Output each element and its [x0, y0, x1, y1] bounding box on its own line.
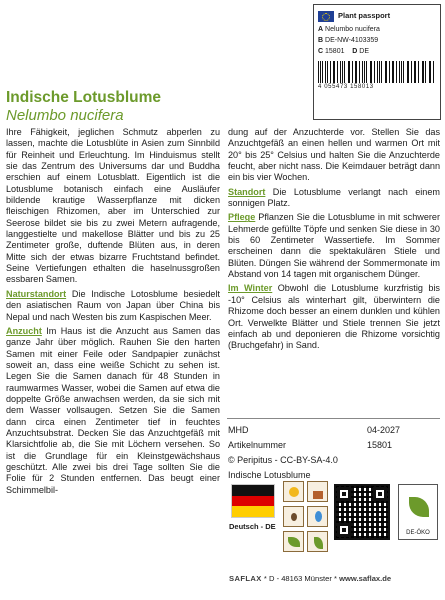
barcode-bar — [359, 61, 360, 83]
sprout-icon — [307, 531, 328, 552]
barcode-bar — [399, 61, 400, 83]
seed-icon — [283, 506, 304, 527]
standort-paragraph: Standort Die Lotusblume verlangt nach einem sonnigen Platz. — [228, 186, 440, 209]
barcode-bar — [352, 61, 353, 83]
mhd-label: MHD — [228, 425, 249, 435]
passport-line-a: A Nelumbo nucifera — [318, 26, 380, 33]
anzucht-label: Anzucht — [6, 325, 42, 336]
barcode-bar — [408, 61, 409, 83]
barcode-bar — [344, 61, 345, 83]
latin-name: Nelumbo nucifera — [6, 107, 124, 124]
product-name: Indische Lotusblume — [228, 470, 311, 480]
language-label: Deutsch - DE — [229, 522, 276, 531]
article-value: 15801 — [367, 440, 393, 450]
barcode-bar — [385, 61, 386, 83]
naturstandort-paragraph: Naturstandort Die Indische Lotosblume besiedelt den asiatischen Raum von Japan über China bis Nepal und nach Westen bis zum Kaspischen Meer. — [6, 288, 220, 322]
plant-passport-header — [318, 8, 436, 24]
anzucht-continued: dung auf der Anzuchterde vor. Stellen Sie das Anzuchtgefäß an einen hellen und warmen Ort mit 20° bis 25° Celsius und halten Sie die Anzuchterde feucht, aber nicht nass. Die Keimdauer beträgt dann ein bis vier Wochen. — [228, 127, 440, 183]
barcode-bar — [318, 61, 319, 83]
intro-paragraph: Ihre Fähigkeit, jeglichen Schmutz abperlen zu lassen, machte die Lotusblüte in Asien zum Sinnbild für Reinheit und Erleuchtung. Im Hinduismus stellt sie das Zentrum des Universums dar und Buddha erschien auf einem Lotusblatt. Eigentlich ist die Lotusblume botanisch einfach eine Ausläufer bildende krautige Wasserpflanze mit dicken fleischigen Rhizomen, aber im Unterschied zur Seerose bildet sie bis zu zwei Metern aufragende, langgestielte und makellose Blätter und bis zu 25 Zentimeter große, duftende Blüten aus, in deren Mitte sich der etwas bizarre Fruchtstand befindet. Seine Vertiefungen ethalten die haselnussgroßen essbaren Samen. — [6, 127, 220, 285]
organic-leaf-icon — [409, 497, 429, 517]
passport-line-b: B DE-NW-4103359 — [318, 36, 379, 44]
text-column-left — [6, 127, 220, 499]
anzucht-paragraph: Anzucht Im Haus ist die Anzucht aus Samen das ganze Jahr über möglich. Rauhen Sie den harten Samen mit einer Feile oder Sandpapier zunächst soweit an, dass eine weiße Schicht zu sehen ist. Legen Sie die Samen danach für 48 Stunden in raumwarmes Wasser, wobei die Samen auf etwa die doppelte Größe anwachsen werden, da sie sich mit dem Wasser vollsaugen. Setzen Sie die Samen dann circa einen Zentimeter tief in feuchtes Anzuchtsubstrat. Decken Sie das Anzuchtgefäß mit Klarsichtfolie ab, die Sie mit Löchern versehen. So ist die Grundlage für ein Kleinstgewächshaus geschützt. Alle zwei bis drei Tage sollten Sie die Folie für 2 Stunden entfernen. Das beugt einer Schimmelbil- — [6, 325, 220, 495]
barcode-bar — [418, 61, 419, 83]
pflege-paragraph: Pflege Pflanzen Sie die Lotusblume in mit schwerer Lehmerde gefüllte Töpfe und senken Sie diese in 30 bis 60 Zentimeter Wassertiefe. Im Sommer erscheinen dann die spektakulären Stiele und Blüten. Düngen Sie während der Sommermonate im Abstand von 14 tagen mit organischem Dünger. — [228, 212, 440, 280]
organic-label-icon: DE-ÖKO — [398, 484, 438, 540]
barcode-bar — [362, 61, 363, 83]
barcode-bar — [366, 61, 367, 83]
barcode-bar — [337, 61, 338, 83]
website-link[interactable]: www.saflax.de — [339, 574, 392, 583]
pot-icon — [307, 481, 328, 502]
barcode-bar — [325, 61, 326, 83]
winter-paragraph: Im Winter Obwohl die Lotusblume kurzfristig bis -10° Celsius als winterhart gilt, überwintern die Rhizome doch besser an einem dunklen und kühlen Ort. Verwelkte Blätter und Stiele trennen Sie jetzt einfach ab und deponieren die Rhizome vorsichtig (Bruchgefahr) in Sand. — [228, 283, 440, 351]
water-drop-icon — [307, 506, 328, 527]
image-credit: © Peripitus - CC-BY-SA-4.0 — [228, 455, 338, 465]
barcode-bar — [381, 61, 382, 83]
barcode-bar — [415, 61, 416, 83]
naturstandort-label: Naturstandort — [6, 288, 67, 299]
info-divider — [227, 418, 440, 419]
sun-icon — [283, 481, 304, 502]
passport-line-cd: C 15801 D DE — [318, 47, 370, 55]
barcode-number: 4 055473 158013 — [318, 84, 374, 91]
barcode-bar — [430, 61, 431, 83]
text-column-right — [228, 127, 440, 355]
plant-passport — [313, 4, 441, 120]
winter-label: Im Winter — [228, 283, 273, 294]
barcode-bar — [425, 61, 426, 83]
plant-passport-title: Plant passport — [338, 11, 391, 21]
pflege-label: Pflege — [228, 212, 256, 223]
barcode-bar — [327, 61, 328, 83]
mhd-value: 04-2027 — [367, 425, 401, 435]
barcode-icon — [318, 61, 436, 83]
footer — [229, 574, 441, 583]
eu-flag-icon — [318, 11, 334, 22]
standort-label: Standort — [228, 186, 266, 197]
brand-name: SAFLAX — [229, 574, 262, 583]
address: * D - 48163 Münster * — [263, 574, 337, 583]
leaf-icon — [283, 531, 304, 552]
barcode-bar — [374, 61, 375, 83]
barcode-bar — [340, 61, 341, 83]
page-title: Indische Lotusblume — [6, 89, 162, 106]
barcode-bar — [392, 61, 393, 83]
qr-code-icon[interactable] — [334, 484, 390, 540]
german-flag-icon — [231, 484, 275, 518]
article-label: Artikelnummer — [228, 440, 287, 450]
barcode-bar — [403, 61, 404, 83]
